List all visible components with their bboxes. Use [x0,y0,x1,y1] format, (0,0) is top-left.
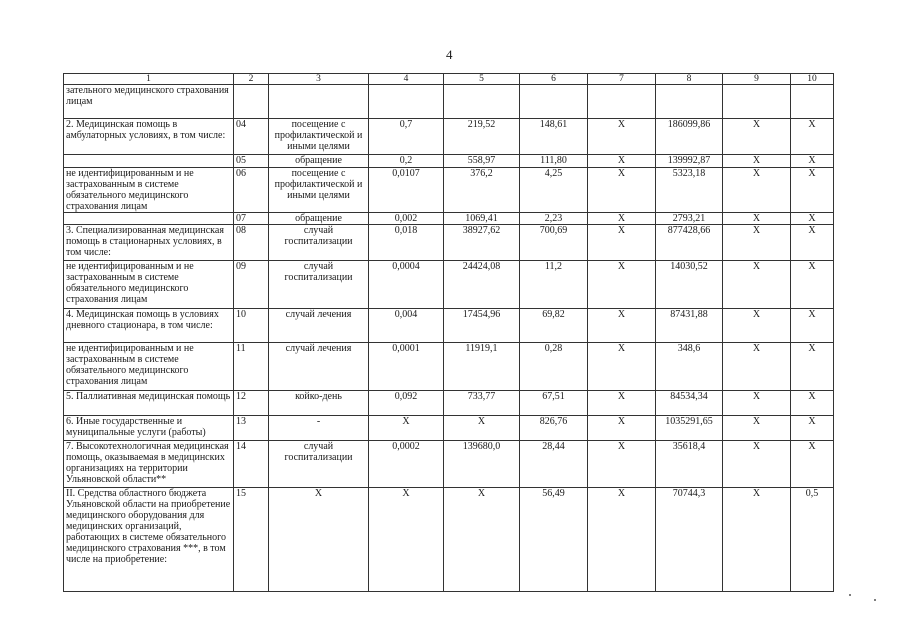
row-name [64,213,234,225]
cell-col6: 69,82 [520,309,588,343]
cell-col7: X [588,213,656,225]
row-unit: случай лечения [269,309,369,343]
cell-col4: X [369,416,444,441]
cell-col6: 28,44 [520,441,588,488]
cell-col6: 67,51 [520,391,588,416]
table-row [64,343,834,391]
row-name: 3. Специализированная медицинская помощь в стационарных условиях, в том числе: [64,225,234,261]
cell-col10: X [791,416,834,441]
row-unit: - [269,416,369,441]
cell-col5: 17454,96 [444,309,520,343]
row-unit: случай госпитализации [269,441,369,488]
cell-col6: 111,80 [520,155,588,168]
cell-col8: 348,6 [656,343,723,391]
row-unit: случай госпитализации [269,225,369,261]
cell-col9: X [723,155,791,168]
page-number: 4 [446,47,453,62]
cell-col8: 1035291,65 [656,416,723,441]
row-name: 6. Иные государственные и муниципальные услуги (работы) [64,416,234,441]
cell-col6: 700,69 [520,225,588,261]
cell-col6: 11,2 [520,261,588,309]
cell-col9: X [723,119,791,155]
header-cell: 6 [520,74,588,85]
cell-col5: X [444,416,520,441]
cell-col5: 558,97 [444,155,520,168]
row-name: зательного медицинского страхования лицам [64,85,234,119]
cell-col7: X [588,168,656,213]
cell-col10: X [791,213,834,225]
row-name: 7. Высокотехнологичная медицинская помощь, оказываемая в медицинских организациях на территории Ульяновской области** [64,441,234,488]
row-unit: койко-день [269,391,369,416]
row-code: 06 [234,168,269,213]
row-unit: посещение с профилактической и иными целями [269,119,369,155]
cell-col8: 35618,4 [656,441,723,488]
header-cell: 9 [723,74,791,85]
cell-col10: X [791,119,834,155]
cell-col7: X [588,441,656,488]
table-row [64,416,834,441]
header-cell: 3 [269,74,369,85]
row-code [234,85,269,119]
cell-col7 [588,85,656,119]
data-table [63,73,834,592]
cell-col10: X [791,309,834,343]
cell-col10: X [791,225,834,261]
cell-col5: 11919,1 [444,343,520,391]
row-unit [269,85,369,119]
scan-speck [849,594,851,596]
cell-col4: 0,0001 [369,343,444,391]
row-name [64,155,234,168]
cell-col4: X [369,488,444,592]
row-name: II. Средства областного бюджета Ульяновской области на приобретение медицинского оборудования для медицинских организаций, работающих в системе обязательного медицинского страхования ***, в том числе на приобретение: [64,488,234,592]
row-name: не идентифицированным и не застрахованным в системе обязательного медицинского страхования лицам [64,168,234,213]
cell-col5: 24424,08 [444,261,520,309]
table-row [64,119,834,155]
cell-col6: 826,76 [520,416,588,441]
row-code: 14 [234,441,269,488]
row-code: 08 [234,225,269,261]
cell-col7: X [588,391,656,416]
cell-col9: X [723,309,791,343]
header-cell: 8 [656,74,723,85]
row-unit: посещение с профилактической и иными целями [269,168,369,213]
row-name: не идентифицированным и не застрахованным в системе обязательного медицинского страхования лицам [64,261,234,309]
row-unit: случай лечения [269,343,369,391]
cell-col6: 4,25 [520,168,588,213]
row-code: 05 [234,155,269,168]
header-cell: 4 [369,74,444,85]
cell-col6 [520,85,588,119]
cell-col4: 0,0002 [369,441,444,488]
cell-col4: 0,0107 [369,168,444,213]
cell-col4: 0,002 [369,213,444,225]
table-row [64,391,834,416]
cell-col7: X [588,488,656,592]
cell-col7: X [588,119,656,155]
cell-col8: 87431,88 [656,309,723,343]
cell-col9: X [723,225,791,261]
row-code: 04 [234,119,269,155]
header-cell: 10 [791,74,834,85]
cell-col7: X [588,155,656,168]
cell-col9: X [723,416,791,441]
header-cell: 7 [588,74,656,85]
table-row [64,213,834,225]
scan-speck [874,599,876,601]
cell-col5: 38927,62 [444,225,520,261]
cell-col7: X [588,261,656,309]
row-code: 13 [234,416,269,441]
row-code: 15 [234,488,269,592]
cell-col10: 0,5 [791,488,834,592]
cell-col4: 0,018 [369,225,444,261]
row-unit: обращение [269,213,369,225]
header-cell: 5 [444,74,520,85]
cell-col8: 877428,66 [656,225,723,261]
cell-col10: X [791,261,834,309]
cell-col10: X [791,441,834,488]
row-name: 5. Паллиативная медицинская помощь [64,391,234,416]
cell-col9: X [723,261,791,309]
table-row [64,225,834,261]
cell-col5: X [444,488,520,592]
table-row [64,168,834,213]
cell-col6: 0,28 [520,343,588,391]
cell-col4: 0,7 [369,119,444,155]
row-name: 4. Медицинская помощь в условиях дневного стационара, в том числе: [64,309,234,343]
cell-col5: 1069,41 [444,213,520,225]
cell-col8 [656,85,723,119]
cell-col5: 376,2 [444,168,520,213]
header-row [64,74,834,85]
cell-col7: X [588,416,656,441]
cell-col6: 148,61 [520,119,588,155]
cell-col5: 219,52 [444,119,520,155]
cell-col4: 0,004 [369,309,444,343]
cell-col5: 733,77 [444,391,520,416]
cell-col9: X [723,343,791,391]
cell-col8: 139992,87 [656,155,723,168]
cell-col10: X [791,168,834,213]
cell-col8: 186099,86 [656,119,723,155]
cell-col10: X [791,155,834,168]
row-unit: обращение [269,155,369,168]
cell-col7: X [588,225,656,261]
cell-col9: X [723,441,791,488]
cell-col5 [444,85,520,119]
row-name: не идентифицированным и не застрахованным в системе обязательного медицинского страхования лицам [64,343,234,391]
table-row [64,309,834,343]
cell-col8: 70744,3 [656,488,723,592]
cell-col9: X [723,168,791,213]
cell-col7: X [588,309,656,343]
row-code: 12 [234,391,269,416]
cell-col6: 2,23 [520,213,588,225]
cell-col4: 0,092 [369,391,444,416]
row-code: 09 [234,261,269,309]
table-row [64,155,834,168]
cell-col9: X [723,391,791,416]
cell-col8: 84534,34 [656,391,723,416]
cell-col9: X [723,488,791,592]
table-row [64,441,834,488]
cell-col10 [791,85,834,119]
table-row [64,261,834,309]
cell-col4: 0,2 [369,155,444,168]
cell-col4: 0,0004 [369,261,444,309]
cell-col8: 2793,21 [656,213,723,225]
cell-col10: X [791,343,834,391]
table-body [64,74,834,592]
cell-col6: 56,49 [520,488,588,592]
cell-col8: 5323,18 [656,168,723,213]
row-code: 10 [234,309,269,343]
cell-col8: 14030,52 [656,261,723,309]
row-name: 2. Медицинская помощь в амбулаторных условиях, в том числе: [64,119,234,155]
cell-col5: 139680,0 [444,441,520,488]
cell-col4 [369,85,444,119]
header-cell: 1 [64,74,234,85]
row-code: 07 [234,213,269,225]
row-unit: случай госпитализации [269,261,369,309]
table-row [64,488,834,592]
cell-col9: X [723,213,791,225]
cell-col9 [723,85,791,119]
row-unit: X [269,488,369,592]
cell-col10: X [791,391,834,416]
table-row [64,85,834,119]
cell-col7: X [588,343,656,391]
header-cell: 2 [234,74,269,85]
row-code: 11 [234,343,269,391]
